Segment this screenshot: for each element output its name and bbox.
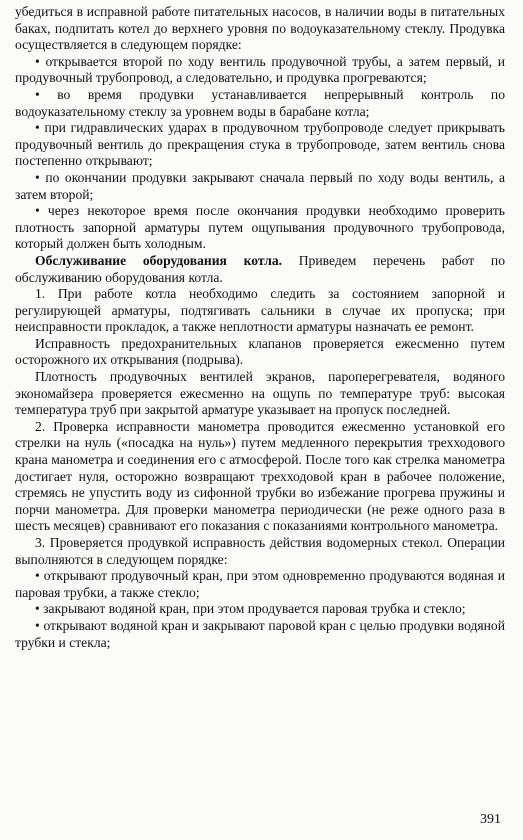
paragraph: Плотность продувочных вентилей экранов, пароперегревателя, водяного экономайзера проверяется ежесменно на ощупь по температуре труб: высокая температура труб при закрытой арматуре указывает на пропуск последней. (15, 369, 505, 418)
page-number: 391 (480, 812, 501, 827)
bullet-item: • открывают водяной кран и закрывают паровой кран с целью продувки водяной трубки и стекла; (15, 618, 505, 651)
bullet-item: • при гидравлических ударах в продувочном трубопроводе следует прикрывать продувочный вентиль до прекращения стука в трубопроводе, затем вентиль снова постепенно открывают; (15, 120, 505, 170)
paragraph: 3. Проверяется продувкой исправность действия водомерных стекол. Операции выполняются в следующем порядке: (15, 535, 505, 567)
bullet-item: • по окончании продувки закрывают сначала первый по ходу воды вентиль, а затем второй; (15, 170, 505, 203)
section-heading: Обслуживание оборудования котла. (35, 252, 283, 268)
section-heading-paragraph (15, 253, 505, 286)
bullet-item: • через некоторое время после окончания продувки необходимо проверить плотность запорной арматуры путем ощупывания продувочного трубопровода, который должен быть холодным. (15, 203, 505, 253)
bullet-item: • открывается второй по ходу вентиль продувочной трубы, а затем первый, и продувочный трубопровод, а следовательно, и продувка прогреваются; (15, 54, 505, 87)
paragraph: 1. При работе котла необходимо следить за состоянием запорной и регулирующей арматуры, подтягивать сальники в случае их пропуска; при неисправности прокладок, а также неплотности арматуры назначать ее ремонт. (15, 286, 505, 335)
bullet-item: • во время продувки устанавливается непрерывный контроль по водоуказательному стеклу за уровнем воды в барабане котла; (15, 87, 505, 120)
bullet-item: • закрывают водяной кран, при этом продувается паровая трубка и стекло; (15, 601, 505, 618)
bullet-item: • открывают продувочный кран, при этом одновременно продуваются водяная и паровая трубки, а также стекло; (15, 568, 505, 601)
paragraph: Исправность предохранительных клапанов проверяется ежесменно путем осторожного их открывания (подрыва). (15, 335, 505, 368)
paragraph: 2. Проверка исправности манометра проводится ежесменно установкой его стрелки на нуль («посадка на нуль») путем медленного перекрытия трехходового крана манометра и соединения его с атмосферой. После того как стрелка манометра достигает нуля, осторожно возвращают трехходовой кран в рабочее положение, стремясь не упустить воду из сифонной трубки во избежание прогрева пружины и порчи манометра. Для проверки манометра периодически (не реже одного раза в шесть месяцев) сравнивают его показания с показаниями контрольного манометра. (15, 418, 505, 534)
section-heading-text: Приведем перечень работ по обслуживанию оборудования котла. (15, 252, 505, 285)
body-text (15, 4, 505, 651)
paragraph-continuation: убедиться в исправной работе питательных насосов, в наличии воды в питательных баках, подпитать котел до верхнего уровня по водоуказательному стеклу. Продувка осуществляется в следующем порядке: (15, 4, 505, 53)
